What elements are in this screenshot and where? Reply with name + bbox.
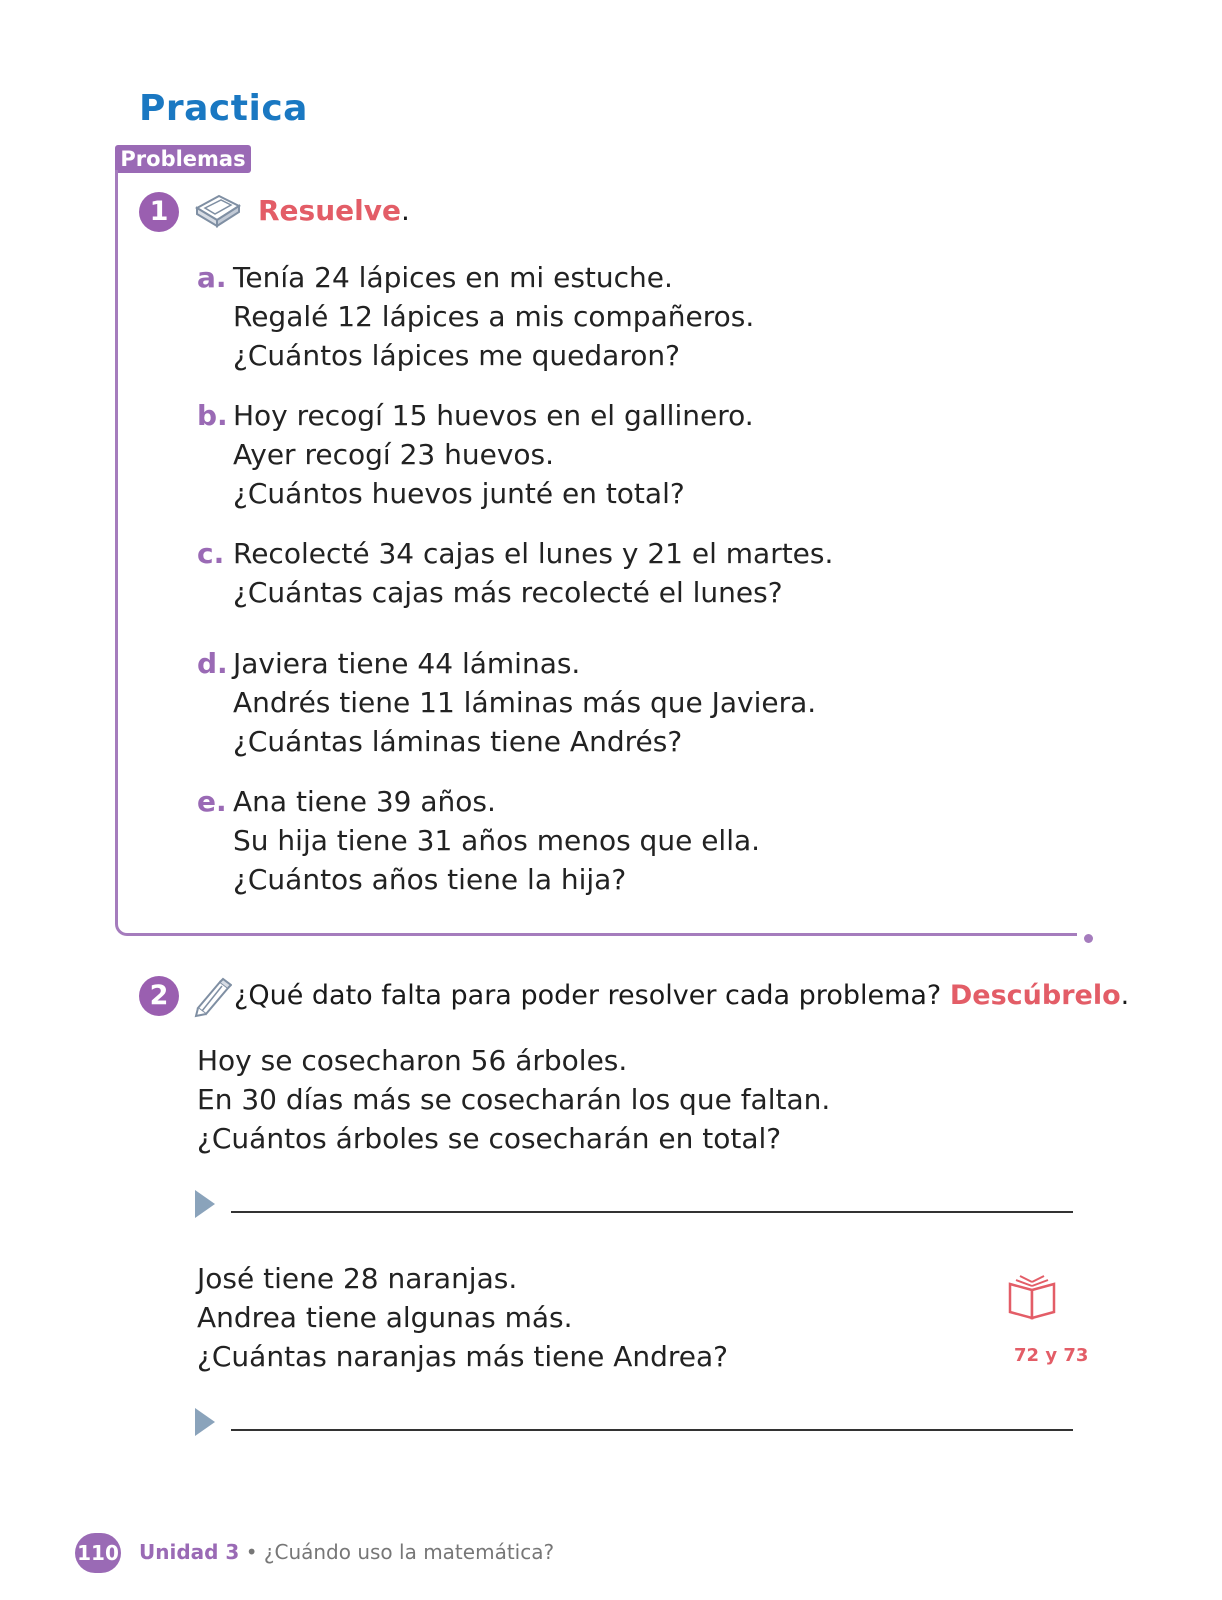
- footer-text: Unidad 3 • ¿Cuándo uso la matemática?: [139, 1540, 555, 1564]
- exercise-number: 1: [139, 192, 179, 232]
- book-reference: 72 y 73: [1014, 1345, 1089, 1366]
- item-letter: d.: [197, 647, 228, 680]
- page-title: Practica: [139, 88, 308, 129]
- item-letter: a.: [197, 261, 227, 294]
- missing-data-problem-2: José tiene 28 naranjas. Andrea tiene algunas más. ¿Cuántas naranjas más tiene Andrea?: [197, 1262, 729, 1373]
- answer-line[interactable]: [231, 1429, 1073, 1431]
- arrow-icon: [195, 1408, 215, 1436]
- problem-item-e: e. Ana tiene 39 años. Su hija tiene 31 años menos que ella. ¿Cuántos años tiene la hija?: [197, 782, 760, 899]
- item-letter: c.: [197, 537, 225, 570]
- problem-item-c: c. Recolecté 34 cajas el lunes y 21 el martes. ¿Cuántas cajas más recolecté el lunes?: [197, 534, 833, 612]
- arrow-icon: [195, 1190, 215, 1218]
- page-number: 110: [75, 1533, 121, 1573]
- problem-item-a: a. Tenía 24 lápices en mi estuche. Regalé 12 lápices a mis compañeros. ¿Cuántos lápices me quedaron?: [197, 258, 754, 375]
- answer-line[interactable]: [231, 1211, 1073, 1213]
- exercise-question: ¿Qué dato falta para poder resolver cada problema? Descúbrelo.: [234, 980, 1130, 1011]
- exercise-number: 2: [139, 976, 179, 1016]
- exercise-instruction: Resuelve.: [258, 194, 410, 227]
- frame-end-dot: [1084, 934, 1093, 943]
- missing-data-problem-1: Hoy se cosecharon 56 árboles. En 30 días más se cosecharán los que faltan. ¿Cuántos árboles se cosecharán en total?: [197, 1044, 831, 1155]
- problem-item-b: b. Hoy recogí 15 huevos en el gallinero. Ayer recogí 23 huevos. ¿Cuántos huevos junté en total?: [197, 396, 754, 513]
- section-tag: Problemas: [115, 145, 251, 173]
- eraser-icon: [191, 190, 243, 234]
- item-letter: b.: [197, 399, 228, 432]
- problem-item-d: d. Javiera tiene 44 láminas. Andrés tiene 11 láminas más que Javiera. ¿Cuántas láminas tiene Andrés?: [197, 644, 816, 761]
- item-letter: e.: [197, 785, 227, 818]
- book-icon: [1006, 1274, 1060, 1324]
- pencil-icon: [192, 974, 232, 1022]
